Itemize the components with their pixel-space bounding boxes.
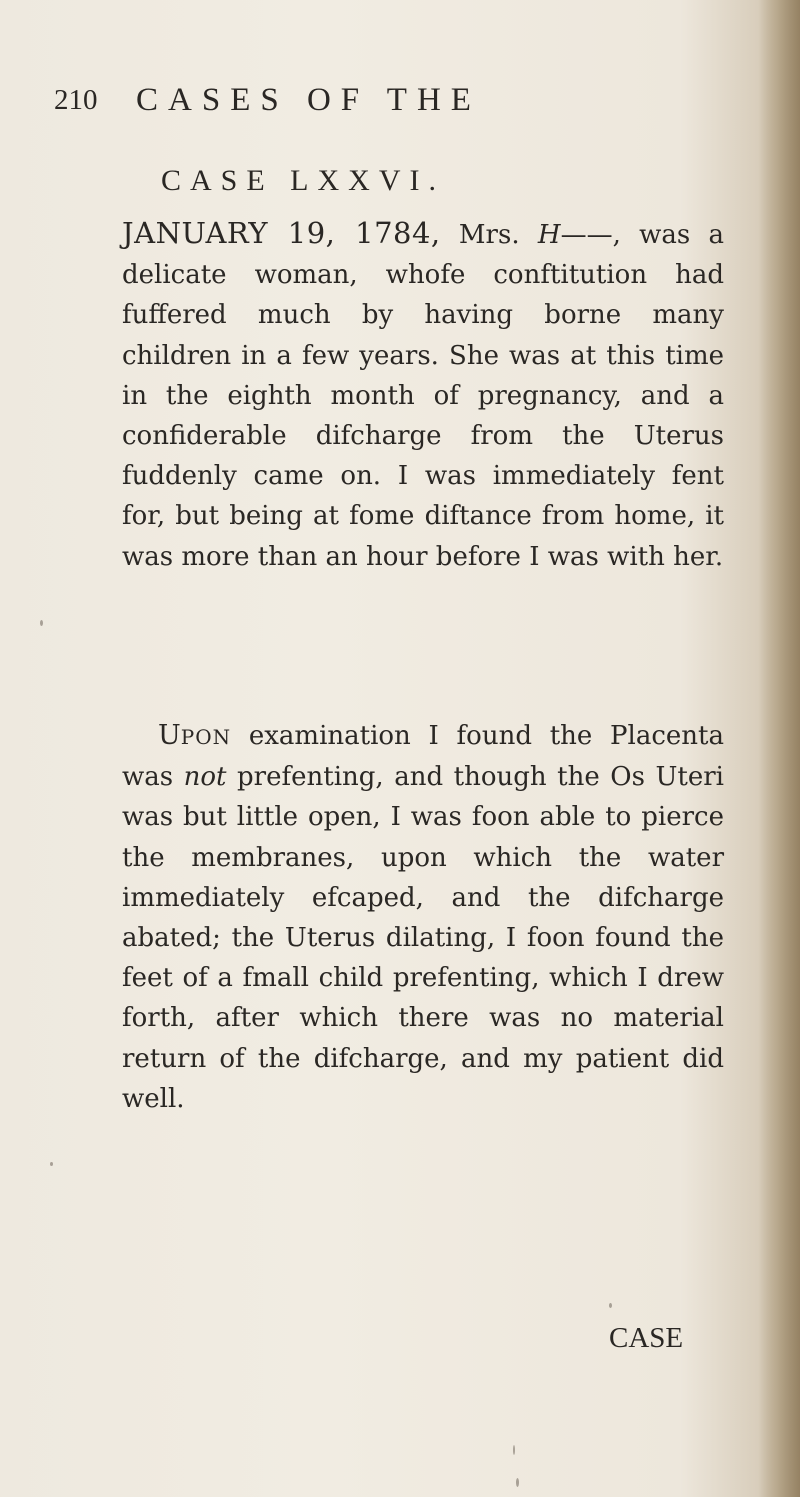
paragraph-1-body: ——, was a delicate woman, whofe conftitution had fuffered much by having borne many children in a few years. She was at this time in the eighth month of pregnancy, and a confiderable difcharge from the Uterus fuddenly came on. I was immediately fent for, but being at fome diftance from home, it was more than an hour before I was with her. [122,220,724,572]
paragraph-2 [122,716,724,1119]
paragraph-2-body-b: prefenting, and though the Os Uteri was but little open, I was foon able to pierce the membranes, upon which the water immediately efcaped, and the difcharge abated; the Uterus dilating, I foon found the feet of a fmall child prefenting, which I drew forth, after which there was no material return of the difcharge, and my patient did well. [122,762,724,1114]
running-head: CASES OF THE [136,82,481,118]
paragraph-1 [122,213,724,577]
case-heading: CASE LXXVI. [161,164,445,197]
page-number: 210 [54,84,98,116]
mrs-title: Mrs. [440,220,538,250]
catchword: CASE [609,1322,684,1354]
emphasis-not: not [183,762,227,793]
small-caps-rest: PON [180,725,232,749]
paper-speck [40,620,43,626]
paper-speck [513,1445,515,1455]
paper-speck [609,1303,612,1308]
paragraph-2-body-a: examination I found the Placenta was [122,721,724,793]
paper-speck [50,1162,53,1166]
patient-initial: H [537,220,561,250]
date-lead: JANUARY 19, 1784, [122,216,441,250]
small-caps-first-letter: U [158,720,181,751]
paper-speck [516,1478,519,1487]
page-gutter-shadow [758,0,800,1497]
